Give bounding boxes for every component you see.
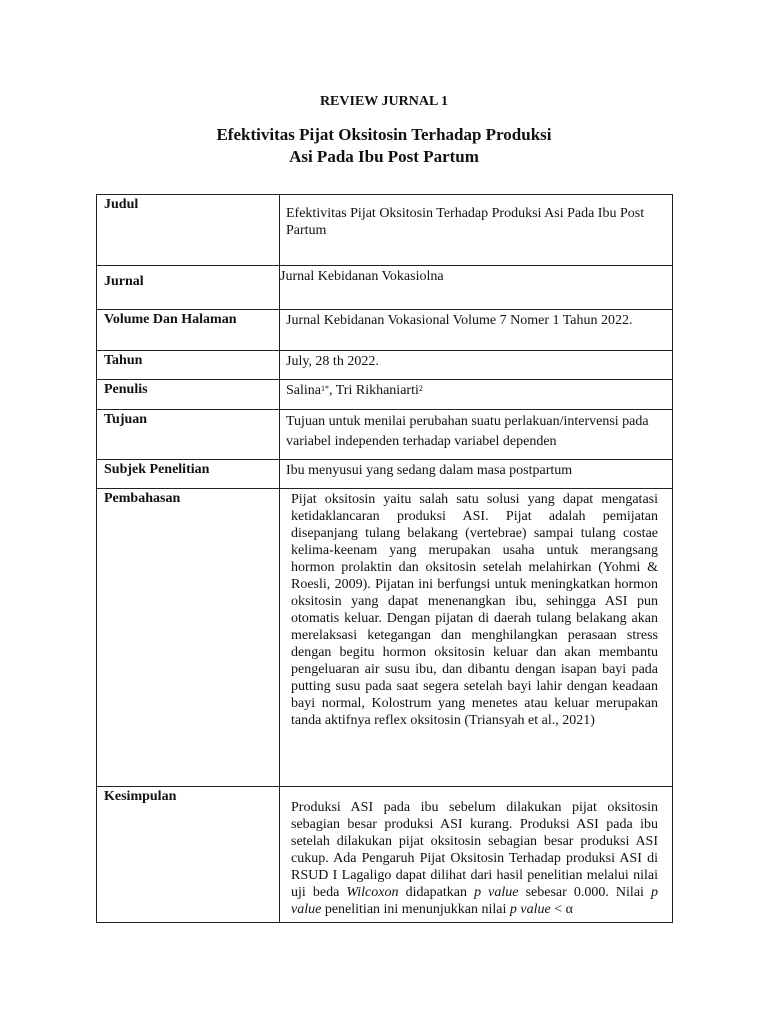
kesimpulan-italic: Wilcoxon	[346, 885, 399, 900]
volume-value: Jurnal Kebidanan Vokasional Volume 7 Nomer 1 Tahun 2022.	[286, 313, 633, 328]
table-row-subjek	[97, 460, 673, 489]
author-separator: ,	[329, 383, 336, 398]
table-row-tahun	[97, 351, 673, 380]
kesimpulan-value	[291, 799, 658, 918]
kesimpulan-text: sebesar 0.000. Nilai	[518, 885, 651, 900]
tahun-value: July, 28 th 2022.	[286, 354, 379, 369]
kesimpulan-italic: p value	[509, 902, 551, 917]
review-heading: REVIEW JURNAL 1	[319, 94, 449, 109]
document-title-line-1: Efektivitas Pijat Oksitosin Terhadap Produksi	[216, 125, 552, 144]
row-label: Pembahasan	[97, 489, 280, 787]
row-value	[280, 410, 673, 460]
judul-value: Efektivitas Pijat Oksitosin Terhadap Produksi Asi Pada Ibu Post Partum	[286, 206, 645, 238]
table-row-judul	[97, 195, 673, 266]
document-title	[0, 124, 768, 168]
row-label: Tujuan	[97, 410, 280, 460]
row-label: Volume Dan Halaman	[97, 310, 280, 351]
table-row-tujuan	[97, 410, 673, 460]
document-title-line-2: Asi Pada Ibu Post Partum	[289, 147, 479, 166]
pembahasan-value: Pijat oksitosin yaitu salah satu solusi yang dapat mengatasi ketidaklancaran produksi ASI. Pijat adalah pemijatan disepanjang tulang belakang (vertebrae) sampai tulang costae kelima-keenam yang merupakan usaha untuk merangsang hormon prolaktin dan oksitosin setelah melahirkan (Yohmi & Roesli, 2009). Pijatan ini berfungsi untuk meningkatkan hormon oksitosin yang dapat menenangkan ibu, sehingga ASI pun otomatis keluar. Dengan pijatan di daerah tulang belakang akan merelaksasi ketegangan dan menghilangkan perasaan stress dengan begitu hormon oksitosin keluar dan akan membantu pengeluaran air susu ibu, dan dibantu dengan isapan bayi pada putting susu pada saat segera setelah bayi lahir dengan keadaan bayi normal, Kolostrum yang menetes atau keluar merupakan tanda aktifnya reflex oksitosin (Triansyah et al., 2021)	[291, 492, 658, 728]
row-value	[280, 266, 673, 310]
author-2: Tri Rikhaniarti	[335, 383, 419, 398]
jurnal-value: Jurnal Kebidanan Vokasiolna	[280, 269, 444, 284]
row-value	[280, 351, 673, 380]
row-value	[280, 787, 673, 923]
kesimpulan-italic: p value	[474, 885, 519, 900]
tujuan-value: Tujuan untuk menilai perubahan suatu perlakuan/intervensi pada variabel independen terhadap variabel dependen	[286, 414, 649, 449]
kesimpulan-italic: p value	[291, 885, 658, 917]
row-label	[97, 266, 280, 310]
row-label: Penulis	[97, 380, 280, 410]
kesimpulan-text: < α	[550, 902, 573, 917]
table-row-penulis	[97, 380, 673, 410]
kesimpulan-text: penelitian ini menunjukkan nilai	[321, 902, 510, 917]
author-1: Salina	[286, 383, 321, 398]
table-row-pembahasan	[97, 489, 673, 787]
table-row-kesimpulan	[97, 787, 673, 923]
row-label: Judul	[97, 195, 280, 266]
kesimpulan-text: didapatkan	[398, 885, 475, 900]
row-label: Kesimpulan	[97, 787, 280, 923]
row-value	[280, 310, 673, 351]
review-table	[96, 194, 673, 923]
author-1-affiliation: 1*	[321, 384, 329, 393]
kesimpulan-text: Produksi ASI pada ibu sebelum dilakukan pijat oksitosin sebagian besar produksi ASI kurang. Produksi ASI pada ibu setelah dilakukan pijat oksitosin sebagian besar produksi ASI cukup. Ada Pengaruh Pijat Oksitosin Terhadap produksi ASI di RSUD I Lagaligo dapat dilihat dari hasil penelitian melalui nilai uji beda	[291, 800, 658, 900]
row-value	[280, 380, 673, 410]
subjek-value: Ibu menyusui yang sedang dalam masa postpartum	[286, 463, 573, 478]
row-label: Tahun	[97, 351, 280, 380]
table-row-volume	[97, 310, 673, 351]
row-value	[280, 460, 673, 489]
penulis-value	[286, 382, 666, 399]
author-2-affiliation: 2	[418, 384, 423, 393]
table-row-jurnal	[97, 266, 673, 310]
jurnal-label: Jurnal	[104, 274, 144, 289]
row-value	[280, 195, 673, 266]
row-label: Subjek Penelitian	[97, 460, 280, 489]
row-value	[280, 489, 673, 787]
